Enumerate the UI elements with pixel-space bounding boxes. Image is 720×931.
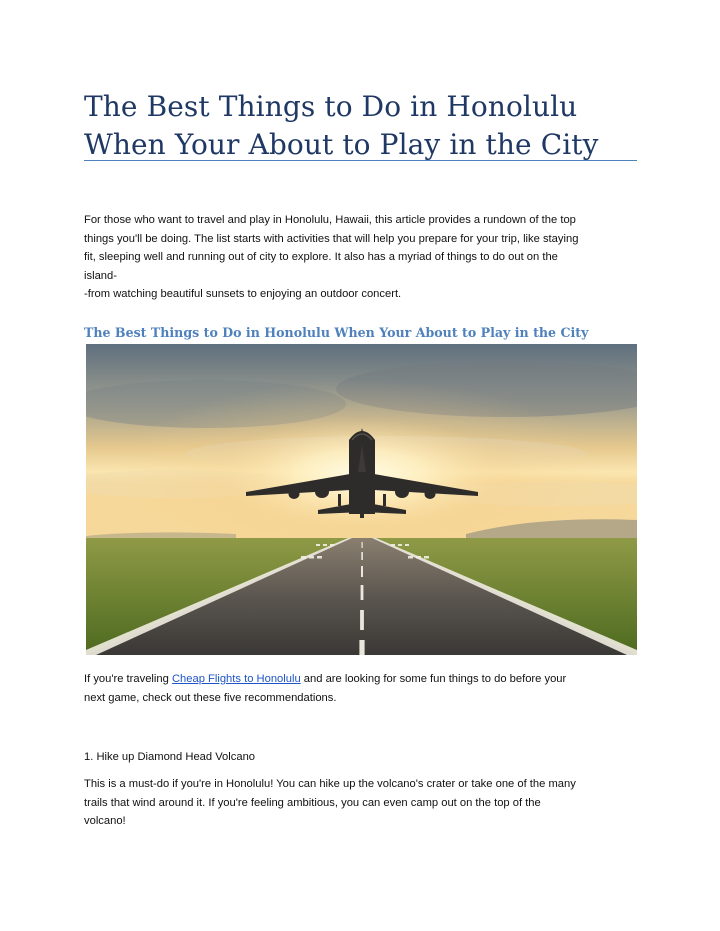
title-underline [84, 160, 637, 161]
cheap-flights-link[interactable]: Cheap Flights to Honolulu [171, 673, 301, 685]
intro-paragraph [84, 211, 644, 304]
list-item-diamond-head: 1. Hike up Diamond Head Volcano [84, 751, 256, 763]
section-heading: The Best Things to Do in Honolulu When Your About to Play in the City [84, 325, 589, 340]
paragraph-text: next game, check out these five recommendations. [84, 691, 337, 704]
page-title: The Best Things to Do in Honolulu When Your About to Play in the City [84, 90, 599, 161]
paragraph-line: volcano! [84, 815, 126, 828]
airplane-runway-image [86, 344, 637, 655]
intro-line: island- [84, 269, 117, 282]
intro-line: -from watching beautiful sunsets to enjoying an outdoor concert. [84, 288, 402, 301]
diamond-head-paragraph [84, 775, 644, 831]
paragraph-line: trails that wind around it. If you're feeling ambitious, you can even camp out on the top of the [84, 796, 541, 809]
intro-line: things you'll be doing. The list starts with activities that will help you prepare for your trip, like staying [84, 232, 579, 245]
cheap-flights-paragraph [84, 670, 644, 707]
paragraph-text: If you're traveling [84, 673, 172, 685]
intro-line: fit, sleeping well and running out of city to explore. It also has a myriad of things to do out on the [84, 251, 558, 264]
intro-line: For those who want to travel and play in Honolulu, Hawaii, this article provides a rundown of the top [84, 214, 576, 226]
paragraph-line: This is a must-do if you're in Honolulu! You can hike up the volcano's crater or take one of the many [84, 778, 576, 790]
paragraph-text: and are looking for some fun things to do before your [300, 673, 567, 685]
